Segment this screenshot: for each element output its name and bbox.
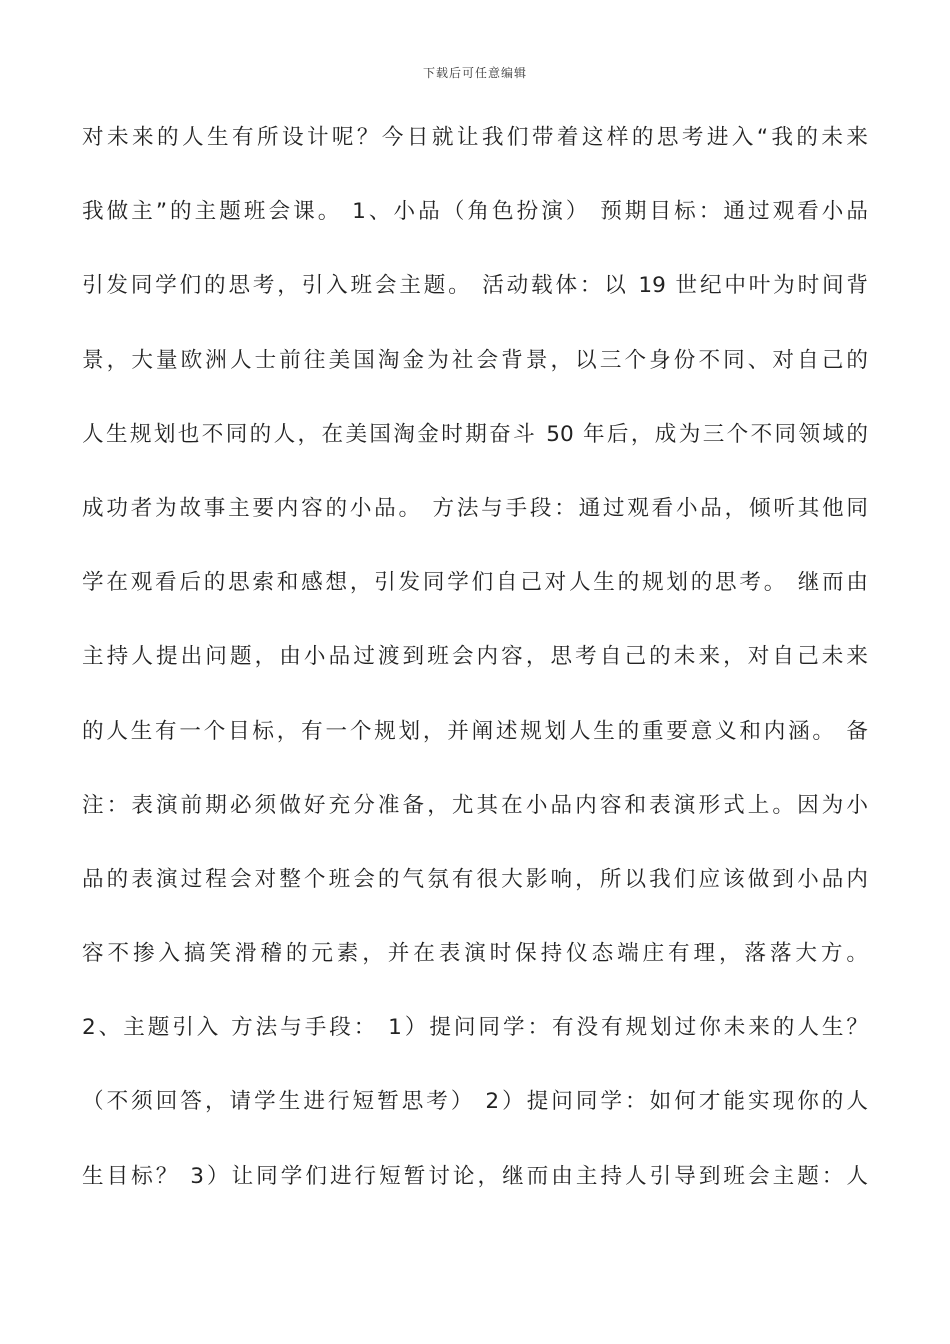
text-line: （不须回答，请学生进行短暂思考） 2）提问同学：如何才能实现你的人 xyxy=(82,1089,868,1115)
text-line: 我做主”的主题班会课。 1、小品（角色扮演） 预期目标：通过观看小品 xyxy=(82,199,868,225)
text-line: 2、主题引入 方法与手段： 1）提问同学：有没有规划过你未来的人生？ xyxy=(82,1015,868,1041)
text-line: 生目标？ 3）让同学们进行短暂讨论，继而由主持人引导到班会主题：人 xyxy=(82,1163,868,1189)
text-line: 容不掺入搞笑滑稽的元素，并在表演时保持仪态端庄有理，落落大方。 xyxy=(82,941,868,967)
text-line: 注：表演前期必须做好充分准备，尤其在小品内容和表演形式上。因为小 xyxy=(82,792,868,818)
text-line: 品的表演过程会对整个班会的气氛有很大影响，所以我们应该做到小品内 xyxy=(82,866,868,892)
text-line: 主持人提出问题，由小品过渡到班会内容，思考自己的未来，对自己未来 xyxy=(82,644,868,670)
text-line: 引发同学们的思考，引入班会主题。 活动载体：以 19 世纪中叶为时间背 xyxy=(82,273,868,299)
page-header: 下载后可任意编辑 xyxy=(422,66,527,80)
text-line: 对未来的人生有所设计呢？今日就让我们带着这样的思考进入“我的未来 xyxy=(82,125,868,150)
document-body xyxy=(82,114,868,1227)
text-line: 的人生有一个目标，有一个规划，并阐述规划人生的重要意义和内涵。 备 xyxy=(82,718,868,744)
text-line: 景，大量欧洲人士前往美国淘金为社会背景，以三个身份不同、对自己的 xyxy=(82,347,868,373)
text-line: 成功者为故事主要内容的小品。 方法与手段：通过观看小品，倾听其他同 xyxy=(82,495,868,521)
text-line: 人生规划也不同的人，在美国淘金时期奋斗 50 年后，成为三个不同领域的 xyxy=(82,421,868,447)
text-line: 学在观看后的思索和感想，引发同学们自己对人生的规划的思考。 继而由 xyxy=(82,570,868,596)
